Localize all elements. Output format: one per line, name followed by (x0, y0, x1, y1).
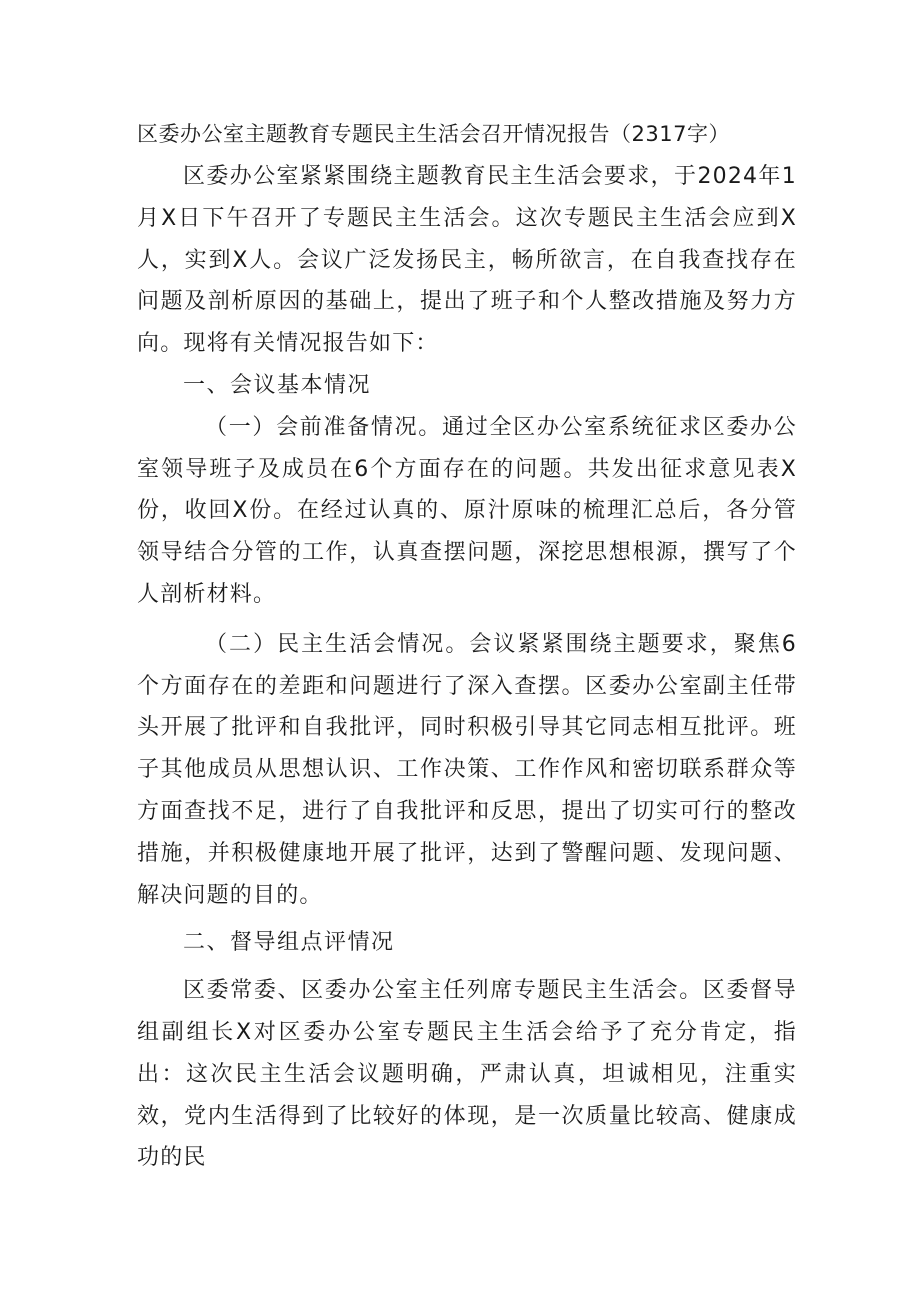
document-body (137, 112, 797, 1179)
paragraph-preparation: （一）会前准备情况。通过全区办公室系统征求区委办公室领导班子及成员在6个方面存在的问题。共发出征求意见表X份，收回X份。在经过认真的、原汁原味的梳理汇总后，各分管领导结合分管的工作，认真查摆问题，深挖思想根源，撰写了个人剖析材料。 (137, 414, 797, 607)
intro-paragraph: 区委办公室紧紧围绕主题教育民主生活会要求，于2024年1月X日下午召开了专题民主生活会。这次专题民主生活会应到X人，实到X人。会议广泛发扬民主，畅所欲言，在自我查找存在问题及剖析原因的基础上，提出了班子和个人整改措施及努力方向。现将有关情况报告如下： (137, 164, 797, 357)
paragraph-meeting-status: （二）民主生活会情况。会议紧紧围绕主题要求，聚焦6个方面存在的差距和问题进行了深入查摆。区委办公室副主任带头开展了批评和自我批评，同时积极引导其它同志相互批评。班子其他成员从思想认识、工作决策、工作作风和密切联系群众等方面查找不足，进行了自我批评和反思，提出了切实可行的整改措施，并积极健康地开展了批评，达到了警醒问题、发现问题、解决问题的目的。 (137, 631, 797, 908)
section-heading-meeting-overview: 一、会议基本情况 (183, 372, 372, 398)
paragraph-supervision-comments: 区委常委、区委办公室主任列席专题民主生活会。区委督导组副组长X对区委办公室专题民主生活会给予了充分肯定，指出：这次民主生活会议题明确，严肃认真，坦诚相见，注重实效，党内生活得到了比较好的体现，是一次质量比较高、健康成功的民 (137, 978, 797, 1171)
section-heading-supervision-comments: 二、督导组点评情况 (183, 930, 395, 956)
document-title: 区委办公室主题教育专题民主生活会召开情况报告（2317字） (137, 122, 730, 146)
